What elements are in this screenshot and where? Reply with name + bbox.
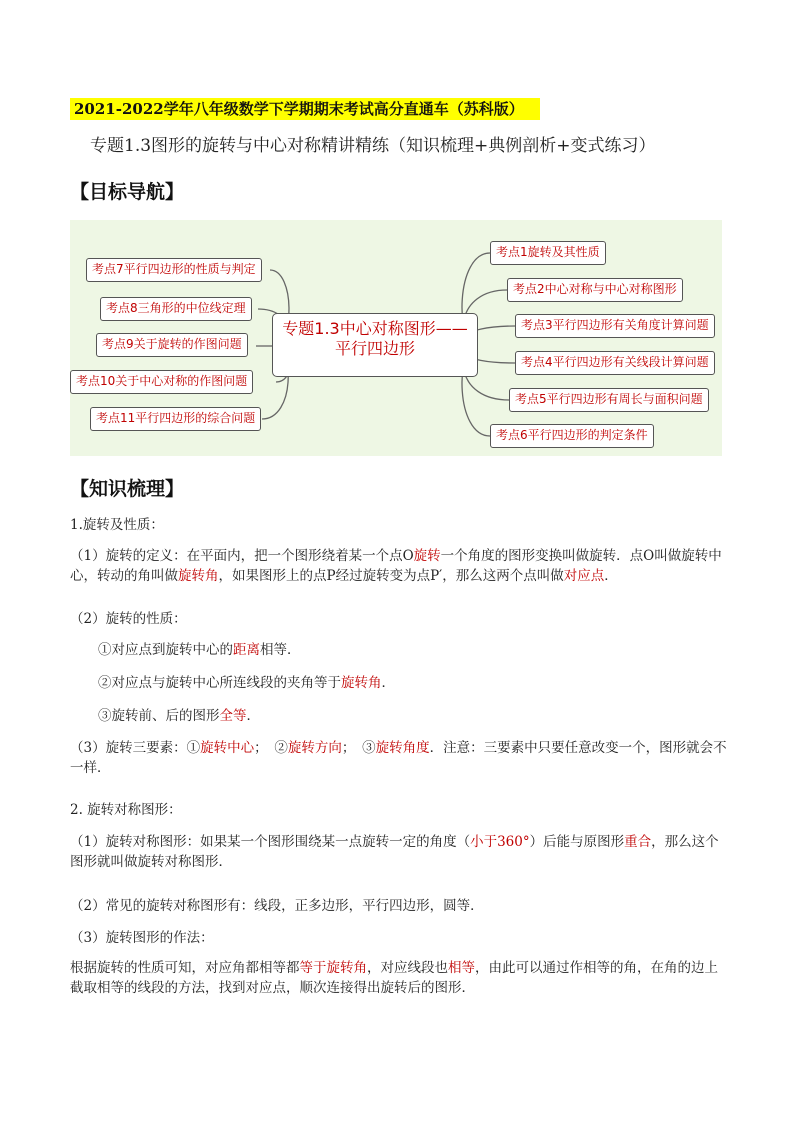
text-run: ． bbox=[604, 568, 618, 584]
mind-map-node-k8: 考点8三角形的中位线定理 bbox=[100, 297, 252, 321]
document-title: 2021-2022学年八年级数学下学期期末考试高分直通车（苏科版） bbox=[74, 100, 524, 118]
text-run: （3）旋转三要素：① bbox=[70, 740, 201, 756]
s2-common-figures: （2）常见的旋转对称图形有：线段，正多边形，平行四边形，圆等． bbox=[70, 898, 484, 914]
mind-map-node-k6: 考点6平行四边形的判定条件 bbox=[490, 424, 654, 448]
mind-map-node-k9: 考点9关于旋转的作图问题 bbox=[96, 333, 248, 357]
keyword-coincide: 重合 bbox=[624, 834, 652, 850]
s2-definition bbox=[70, 832, 730, 872]
center-node-line2: 平行四边形 bbox=[334, 339, 415, 358]
s2-title: 2. 旋转对称图形： bbox=[70, 802, 182, 818]
text-run: ①对应点到旋转中心的 bbox=[98, 642, 233, 658]
s2-construction-method bbox=[70, 958, 730, 998]
mind-map-node-k1: 考点1旋转及其性质 bbox=[490, 241, 606, 265]
text-run: ．注意：三要素中只要任意改变一个，图形就会不一样． bbox=[70, 740, 727, 776]
text-run: ； ③ bbox=[341, 740, 376, 756]
s1-property-1 bbox=[70, 640, 758, 660]
s1-property-2 bbox=[70, 673, 758, 693]
mind-map-node-k11: 考点11平行四边形的综合问题 bbox=[90, 407, 261, 431]
text-run: ，由此可以通过作相等的角，在角的边上截取相等的线段的方法，找到对应点，顺次连接得出旋转后的图形． bbox=[70, 960, 718, 996]
keyword-rotation-direction: 旋转方向 bbox=[287, 740, 342, 756]
text-run: ，对应线段也 bbox=[367, 960, 448, 976]
keyword-rotation-angle: 旋转角 bbox=[178, 568, 219, 584]
text-run: 一个角度的图形变换叫做旋转．点O叫做旋转中心，转动的角叫做 bbox=[70, 548, 722, 584]
text-run: ②对应点与旋转中心所连线段的夹角等于 bbox=[98, 675, 341, 691]
keyword-rotation-angle: 旋转角 bbox=[341, 675, 382, 691]
keyword-equal-rotation-angle: 等于旋转角 bbox=[299, 960, 367, 976]
keyword-rotation-degree: 旋转角度 bbox=[375, 740, 430, 756]
mind-map bbox=[70, 220, 722, 456]
text-run: ； ② bbox=[254, 740, 288, 756]
text-run: 相等． bbox=[260, 642, 301, 658]
keyword-corresponding-point: 对应点 bbox=[563, 568, 605, 584]
mind-map-node-k7: 考点7平行四边形的性质与判定 bbox=[86, 258, 262, 282]
mind-map-node-k4: 考点4平行四边形有关线段计算问题 bbox=[515, 351, 715, 375]
keyword-less-than-360: 小于360° bbox=[470, 834, 530, 850]
mind-map-node-k5: 考点5平行四边形有周长与面积问题 bbox=[509, 388, 709, 412]
document-subtitle: 专题1.3图形的旋转与中心对称精讲精练（知识梳理+典例剖析+变式练习） bbox=[90, 136, 656, 156]
text-run: ）后能与原图形 bbox=[529, 834, 625, 850]
text-run: ，如果图形上的点P经过旋转变为点P′，那么这两个点叫做 bbox=[218, 568, 564, 584]
text-run: ． bbox=[246, 708, 260, 724]
mind-map-node-k10: 考点10关于中心对称的作图问题 bbox=[70, 370, 253, 394]
text-run: ③旋转前、后的图形 bbox=[98, 708, 220, 724]
s1-property-3 bbox=[70, 706, 758, 726]
section-heading-knowledge: 【知识梳理】 bbox=[70, 478, 185, 500]
text-run: ，那么这个图形就叫做旋转对称图形． bbox=[70, 834, 719, 870]
keyword-rotation-center: 旋转中心 bbox=[200, 740, 255, 756]
s1-properties-title: （2）旋转的性质： bbox=[70, 611, 187, 627]
mind-map-node-k2: 考点2中心对称与中心对称图形 bbox=[507, 278, 683, 302]
text-run: 根据旋转的性质可知，对应角都相等都 bbox=[70, 960, 300, 976]
keyword-equal: 相等 bbox=[448, 960, 475, 976]
mind-map-node-k3: 考点3平行四边形有关角度计算问题 bbox=[515, 314, 715, 338]
keyword-congruent: 全等 bbox=[219, 708, 247, 724]
text-run: （1）旋转的定义：在平面内，把一个图形绕着某一个点O bbox=[70, 548, 414, 564]
section-heading-goal: 【目标导航】 bbox=[70, 181, 185, 203]
text-run: （1）旋转对称图形：如果某一个图形围绕某一点旋转一定的角度（ bbox=[70, 834, 471, 850]
keyword-distance: 距离 bbox=[233, 642, 260, 658]
mind-map-center-node bbox=[272, 313, 478, 377]
text-run: ． bbox=[381, 675, 395, 691]
center-node-line1: 专题1.3中心对称图形—— bbox=[282, 319, 468, 338]
s1-title: 1.旋转及性质： bbox=[70, 517, 164, 533]
keyword-rotate: 旋转 bbox=[413, 548, 441, 564]
s1-three-elements bbox=[70, 738, 730, 778]
s1-definition bbox=[70, 546, 730, 586]
s2-construction-title: （3）旋转图形的作法： bbox=[70, 930, 214, 946]
